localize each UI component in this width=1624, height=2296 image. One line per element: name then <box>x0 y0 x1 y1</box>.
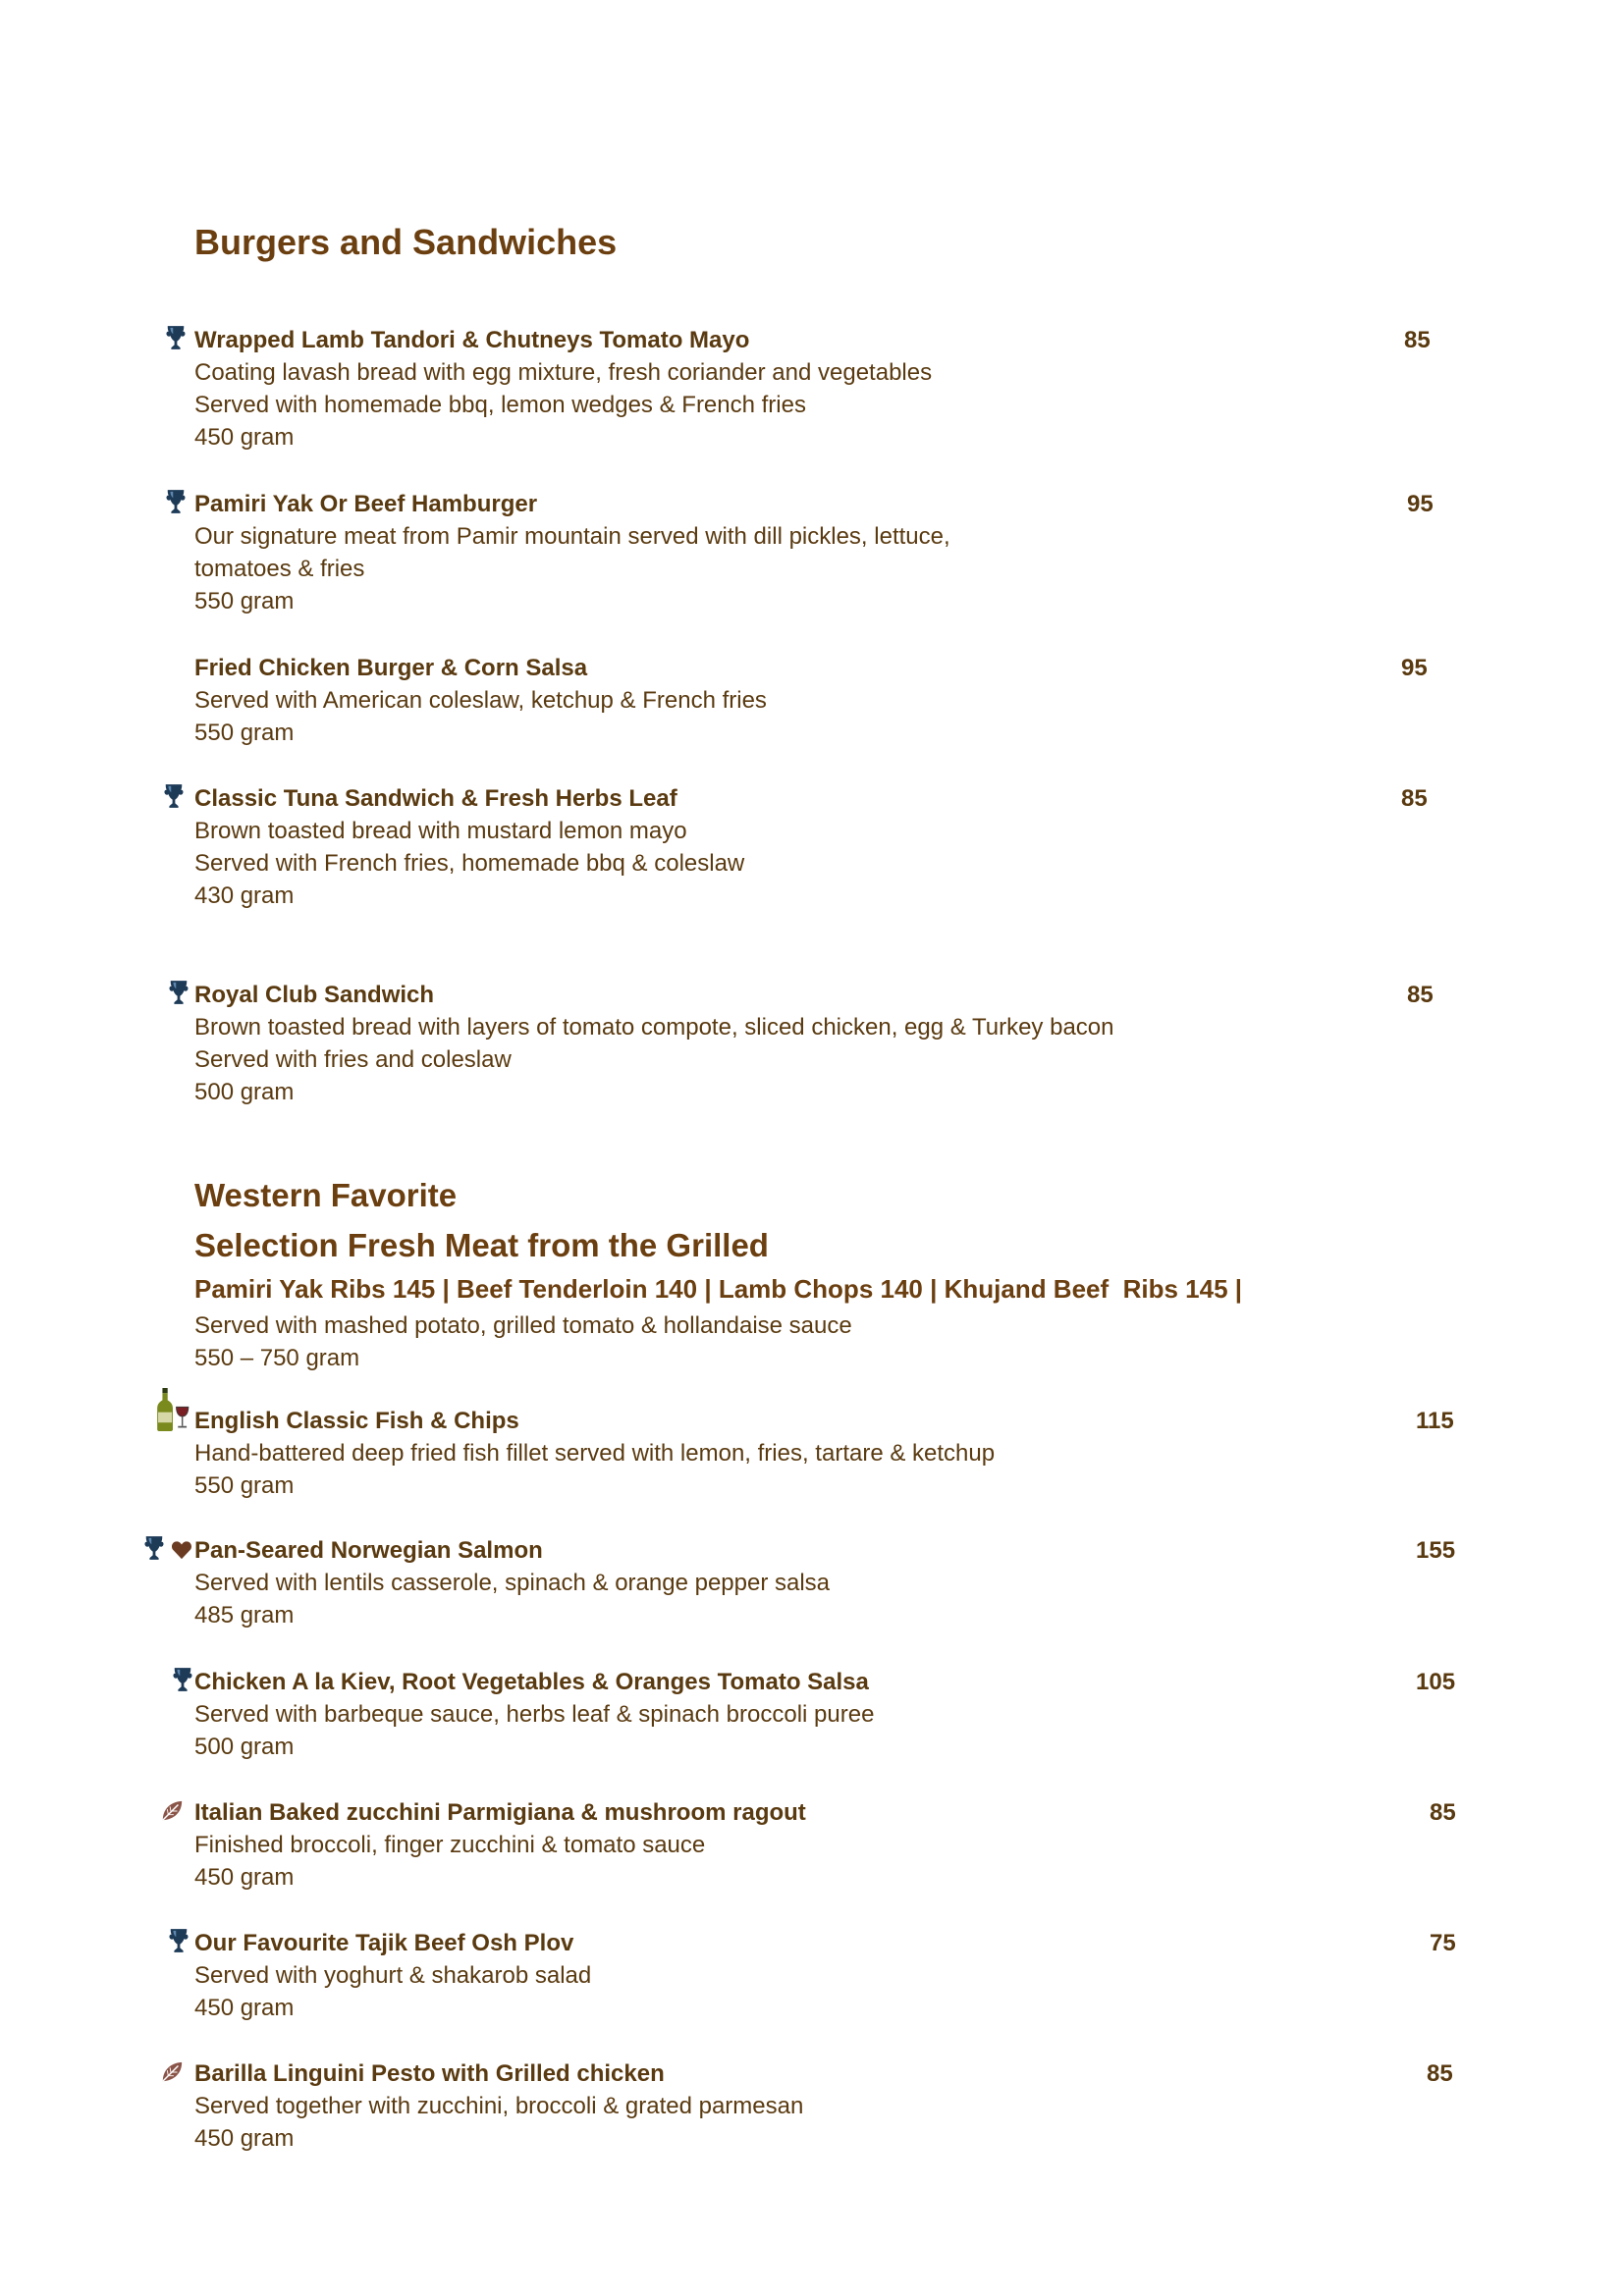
leaf-icon <box>160 1799 184 1823</box>
menu-item-price: 95 <box>1407 491 1434 517</box>
menu-item-description: Served with French fries, homemade bbq & coleslaw <box>194 850 745 877</box>
menu-item-name: English Classic Fish & Chips <box>194 1408 519 1434</box>
menu-item <box>194 652 1471 749</box>
menu-item-name: Pan-Seared Norwegian Salmon <box>194 1537 543 1564</box>
trophy-icon <box>172 1666 193 1693</box>
menu-item-name: Royal Club Sandwich <box>194 982 435 1008</box>
menu-item-weight: 550 gram <box>194 588 295 614</box>
menu-item-price: 75 <box>1430 1930 1456 1956</box>
menu-item <box>194 1927 1471 2024</box>
menu-item <box>194 979 1471 1108</box>
menu-item <box>194 1666 1471 1763</box>
menu-item-weight: 500 gram <box>194 1734 295 1760</box>
menu-item <box>194 1796 1471 1894</box>
section-subtitle-grill: Selection Fresh Meat from the Grilled <box>194 1227 769 1263</box>
menu-item-weight: 485 gram <box>194 1602 295 1629</box>
menu-item-description: Hand-battered deep fried fish fillet served with lemon, fries, tartare & ketchup <box>194 1440 996 1467</box>
menu-item-price: 85 <box>1430 1799 1456 1826</box>
menu-item-price: 85 <box>1404 327 1431 353</box>
menu-item-name: Fried Chicken Burger & Corn Salsa <box>194 655 588 681</box>
menu-item-weight: 450 gram <box>194 1995 295 2021</box>
menu-item-description: Served with yoghurt & shakarob salad <box>194 1962 592 1989</box>
menu-item-price: 85 <box>1427 2060 1453 2087</box>
menu-item-weight: 450 gram <box>194 424 295 451</box>
menu-item-price: 115 <box>1416 1408 1454 1434</box>
trophy-icon <box>143 1534 165 1562</box>
menu-item-weight: 500 gram <box>194 1079 295 1105</box>
menu-item-price: 105 <box>1416 1669 1456 1695</box>
menu-item-name: Wrapped Lamb Tandori & Chutneys Tomato Mayo <box>194 327 750 353</box>
menu-item-name: Chicken A la Kiev, Root Vegetables & Oranges Tomato Salsa <box>194 1669 869 1695</box>
menu-item-description: Served with homemade bbq, lemon wedges & French fries <box>194 392 806 418</box>
trophy-icon <box>165 488 187 515</box>
section-title-western: Western Favorite <box>194 1177 458 1213</box>
menu-item-weight: 450 gram <box>194 1864 295 1891</box>
trophy-icon <box>168 1927 189 1954</box>
menu-item-price: 85 <box>1407 982 1434 1008</box>
trophy-icon <box>163 782 185 810</box>
section-title-burgers: Burgers and Sandwiches <box>194 222 618 262</box>
menu-item-name: Barilla Linguini Pesto with Grilled chicken <box>194 2060 665 2087</box>
menu-item-description: Brown toasted bread with layers of tomato compote, sliced chicken, egg & Turkey bacon <box>194 1014 1114 1041</box>
menu-item-description: Brown toasted bread with mustard lemon mayo <box>194 818 687 844</box>
menu-item-description: Finished broccoli, finger zucchini & tomato sauce <box>194 1832 706 1858</box>
menu-item-weight: 450 gram <box>194 2125 295 2152</box>
menu-item <box>194 782 1471 912</box>
leaf-icon <box>160 2060 184 2084</box>
menu-item-name: Our Favourite Tajik Beef Osh Plov <box>194 1930 574 1956</box>
menu-item <box>194 324 1471 454</box>
menu-item-price: 155 <box>1416 1537 1456 1564</box>
menu-item-description: Served with barbeque sauce, herbs leaf & spinach broccoli puree <box>194 1701 875 1728</box>
menu-item-price: 85 <box>1401 785 1428 812</box>
menu-item-description: Served together with zucchini, broccoli & grated parmesan <box>194 2093 804 2119</box>
menu-item-weight: 550 gram <box>194 720 295 746</box>
grill-weight: 550 – 750 gram <box>194 1345 360 1371</box>
grill-description: Served with mashed potato, grilled tomato & hollandaise sauce <box>194 1312 852 1339</box>
wine-icon <box>155 1388 190 1431</box>
trophy-icon <box>168 979 189 1006</box>
menu-item <box>194 1405 1471 1502</box>
menu-item-price: 95 <box>1401 655 1428 681</box>
menu-item-name: Pamiri Yak Or Beef Hamburger <box>194 491 538 517</box>
grill-selection: Pamiri Yak Ribs 145 | Beef Tenderloin 140 | Lamb Chops 140 | Khujand Beef Ribs 145 | <box>194 1274 1243 1304</box>
menu-item-description: Served with fries and coleslaw <box>194 1046 512 1073</box>
menu-item <box>194 1534 1471 1631</box>
menu-item <box>194 2057 1471 2155</box>
trophy-icon <box>165 324 187 351</box>
menu-item-name: Classic Tuna Sandwich & Fresh Herbs Leaf <box>194 785 677 812</box>
menu-item-description: Coating lavash bread with egg mixture, fresh coriander and vegetables <box>194 359 933 386</box>
menu-item-name: Italian Baked zucchini Parmigiana & mushroom ragout <box>194 1799 806 1826</box>
menu-item-description: Served with American coleslaw, ketchup & French fries <box>194 687 767 714</box>
menu-item-weight: 430 gram <box>194 882 295 909</box>
menu-item-description: Served with lentils casserole, spinach & orange pepper salsa <box>194 1570 831 1596</box>
heart-icon <box>171 1540 192 1560</box>
menu-item-weight: 550 gram <box>194 1472 295 1499</box>
menu-item-description: tomatoes & fries <box>194 556 365 582</box>
menu-item <box>194 488 1471 617</box>
menu-item-description: Our signature meat from Pamir mountain served with dill pickles, lettuce, <box>194 523 950 550</box>
